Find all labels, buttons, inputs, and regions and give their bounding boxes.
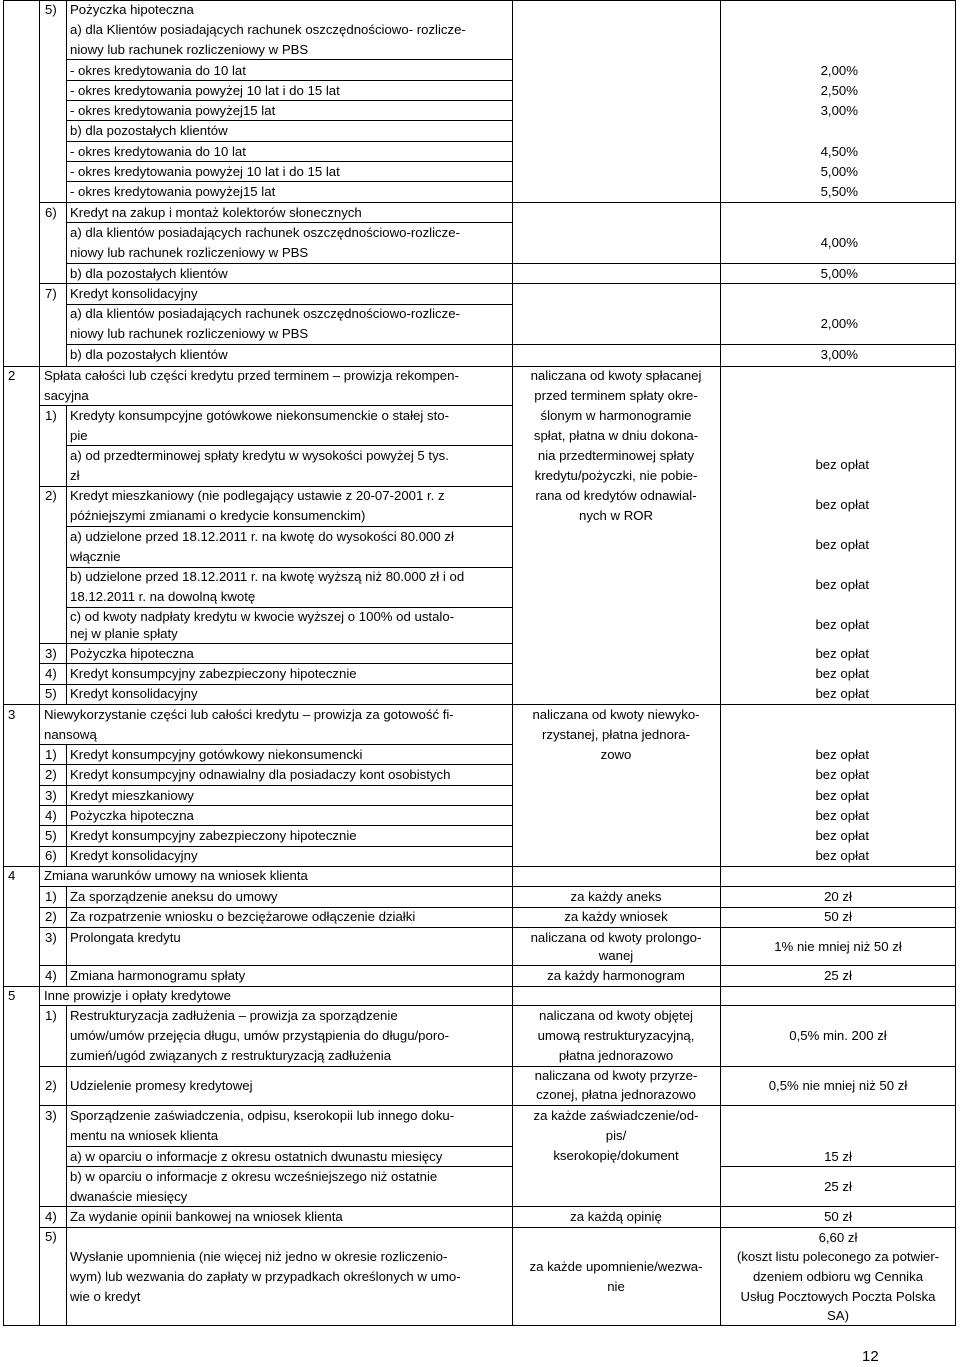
fee-value: Usług Pocztowych Poczta Polska — [740, 1289, 936, 1304]
item-title: Kredyt konsolidacyjny — [70, 286, 198, 301]
subitem-label: zł — [70, 468, 80, 483]
item-number: 4) — [45, 666, 57, 681]
fee-value: 50 zł — [824, 909, 852, 924]
section-title: Spłata całości lub części kredytu przed terminem – prowizja rekompen- — [44, 368, 459, 383]
item-number: 2) — [45, 488, 57, 503]
item-title: Kredyt konsumpcyjny zabezpieczony hipotecznie — [70, 828, 357, 843]
rate-value: 3,00% — [820, 347, 858, 362]
item-title: Kredyt konsolidacyjny — [70, 848, 198, 863]
fee-basis: za każde zaświadczenie/od- — [533, 1108, 699, 1123]
section-number: 4 — [8, 868, 16, 883]
fee-basis: naliczana od kwoty objętej — [539, 1008, 693, 1023]
rate-row-label: - okres kredytowania powyżej15 lat — [70, 184, 276, 199]
item-title: Zmiana harmonogramu spłaty — [70, 968, 246, 983]
item-title: zumień/ugód związanych z restrukturyzacją zadłużenia — [70, 1048, 392, 1063]
item-number: 4) — [45, 1209, 57, 1224]
fee-value: (koszt listu poleconego za potwier- — [736, 1249, 940, 1264]
item-title: Kredyt konsumpcyjny gotówkowy niekonsumencki — [70, 747, 363, 762]
subitem-label: a) dla klientów posiadających rachunek oszczędnościowo-rozlicze- — [70, 306, 460, 321]
fee-value: bez opłat — [815, 646, 869, 661]
subitem-label: c) od kwoty nadpłaty kredytu w kwocie wyższej o 100% od ustalo- — [70, 609, 455, 624]
item-number: 1) — [45, 889, 57, 904]
subitem-label: włącznie — [70, 549, 121, 564]
rate-row-label: - okres kredytowania do 10 lat — [70, 144, 246, 159]
fee-basis: kserokopię/dokument — [553, 1148, 679, 1163]
item-title: Pożyczka hipoteczna — [70, 2, 194, 17]
fee-basis: naliczana od kwoty niewyko- — [532, 707, 700, 722]
item-title: pie — [70, 428, 88, 443]
fee-value: bez opłat — [815, 497, 869, 512]
section-title: Niewykorzystanie części lub całości kredytu – prowizja za gotowość fi- — [44, 707, 454, 722]
fee-value: dzeniem odbioru wg Cennika — [752, 1269, 924, 1284]
page-number: 12 — [862, 1348, 879, 1365]
item-number: 3) — [45, 788, 57, 803]
fee-basis: nych w ROR — [578, 508, 653, 523]
section-title: Inne prowizje i opłaty kredytowe — [44, 988, 231, 1003]
item-title: Restrukturyzacja zadłużenia – prowizja za sporządzenie — [70, 1008, 398, 1023]
item-title: Pożyczka hipoteczna — [70, 646, 194, 661]
rate-row-label: - okres kredytowania powyżej15 lat — [70, 103, 276, 118]
subitem-label: b) dla pozostałych klientów — [70, 123, 228, 138]
fee-basis: wanej — [598, 948, 634, 963]
fee-basis: naliczana od kwoty spłacanej — [530, 368, 702, 383]
subitem-label: niowy lub rachunek rozliczeniowy w PBS — [70, 326, 309, 341]
section-title: Zmiana warunków umowy na wniosek klienta — [44, 868, 308, 883]
rate-row-label: - okres kredytowania powyżej 10 lat i do 15 lat — [70, 83, 340, 98]
item-number: 1) — [45, 408, 57, 423]
fee-basis: naliczana od kwoty prolongo- — [530, 930, 702, 945]
item-number: 6) — [45, 848, 57, 863]
item-title: Wysłanie upomnienia (nie więcej niż jedno w okresie rozliczenio- — [70, 1249, 448, 1264]
item-number: 5) — [45, 2, 57, 17]
item-number: 2) — [45, 767, 57, 782]
fee-value: bez opłat — [815, 686, 869, 701]
rate-value: 5,00% — [820, 266, 858, 281]
item-title: wie o kredyt — [70, 1289, 141, 1304]
fee-basis: zowo — [600, 747, 632, 762]
fee-value: bez opłat — [815, 617, 869, 632]
item-title: Za sporządzenie aneksu do umowy — [70, 889, 278, 904]
fee-basis: pis/ — [605, 1128, 627, 1143]
fee-value: 25 zł — [824, 968, 852, 983]
fee-basis: nia przedterminowej spłaty — [537, 448, 695, 463]
section-number: 5 — [8, 988, 16, 1003]
row-line — [39, 1066, 956, 1067]
item-title: Sporządzenie zaświadczenia, odpisu, kserokopii lub innego doku- — [70, 1108, 455, 1123]
item-title: Kredyt konsolidacyjny — [70, 686, 198, 701]
fee-value: SA) — [827, 1308, 849, 1323]
item-title: Kredyt mieszkaniowy — [70, 788, 194, 803]
rate-row-label: - okres kredytowania do 10 lat — [70, 63, 246, 78]
fee-value: bez opłat — [815, 457, 869, 472]
subitem-label: b) w oparciu o informacje z okresu wcześniejszego niż ostatnie — [70, 1169, 438, 1184]
fee-value: bez opłat — [815, 808, 869, 823]
item-number: 1) — [45, 1008, 57, 1023]
fee-basis: spłat, płatna w dniu dokona- — [533, 428, 699, 443]
column-divider-basis — [512, 0, 513, 366]
fee-value: bez opłat — [815, 747, 869, 762]
subitem-label: niowy lub rachunek rozliczeniowy w PBS — [70, 245, 309, 260]
section-number: 2 — [8, 368, 16, 383]
fee-value: 1% nie mniej niż 50 zł — [774, 939, 902, 954]
fee-value: bez opłat — [815, 537, 869, 552]
subitem-label: a) dla Klientów posiadających rachunek oszczędnościowo- rozlicze- — [70, 22, 466, 37]
item-title: Kredyt mieszkaniowy (nie podlegający ustawie z 20-07-2001 r. z — [70, 488, 445, 503]
fee-basis: naliczana od kwoty przyrze- — [534, 1068, 698, 1083]
item-title: Kredyt konsumpcyjny zabezpieczony hipotecznie — [70, 666, 357, 681]
subitem-label: a) od przedterminowej spłaty kredytu w wysokości powyżej 5 tys. — [70, 448, 449, 463]
fee-basis: płatna jednorazowo — [558, 1048, 674, 1063]
item-title: Kredyt na zakup i montaż kolektorów słonecznych — [70, 205, 362, 220]
item-number: 6) — [45, 205, 57, 220]
item-number: 5) — [45, 828, 57, 843]
item-number: 5) — [45, 1229, 57, 1244]
item-number: 1) — [45, 747, 57, 762]
item-title: mentu na wniosek klienta — [70, 1128, 219, 1143]
fee-value: 20 zł — [824, 889, 852, 904]
rate-value: 2,50% — [820, 83, 858, 98]
fee-basis: umową restrukturyzacyjną, — [537, 1028, 695, 1043]
fee-basis: ślonym w harmonogramie — [540, 408, 692, 423]
rate-row-label: - okres kredytowania powyżej 10 lat i do 15 lat — [70, 164, 340, 179]
fee-value: 50 zł — [824, 1209, 852, 1224]
item-title: Za rozpatrzenie wniosku o bezciężarowe odłączenie działki — [70, 909, 416, 924]
section-number: 3 — [8, 707, 16, 722]
fee-basis: rana od kredytów odnawial- — [535, 488, 697, 503]
fee-value: 15 zł — [824, 1149, 852, 1164]
item-number: 4) — [45, 808, 57, 823]
item-title: Za wydanie opinii bankowej na wniosek klienta — [70, 1209, 343, 1224]
subitem-label: nej w planie spłaty — [70, 626, 178, 641]
fee-basis: za każdy aneks — [570, 889, 662, 904]
rate-value: 5,50% — [820, 184, 858, 199]
rate-value: 5,00% — [820, 164, 858, 179]
column-divider-value — [720, 0, 721, 1326]
item-number: 5) — [45, 686, 57, 701]
item-title: Kredyty konsumpcyjne gotówkowe niekonsumenckie o stałej sto- — [70, 408, 449, 423]
fee-value: 25 zł — [824, 1179, 852, 1194]
item-number: 3) — [45, 1108, 57, 1123]
fee-value: 6,60 zł — [818, 1230, 858, 1245]
fee-basis: przed terminem spłaty okre- — [534, 388, 698, 403]
subitem-label: b) udzielone przed 18.12.2011 r. na kwotę wyższą niż 80.000 zł i od — [70, 569, 465, 584]
subitem-label: dwanaście miesięcy — [70, 1189, 188, 1204]
item-title: Prolongata kredytu — [70, 930, 181, 945]
subitem-label: a) udzielone przed 18.12.2011 r. na kwotę do wysokości 80.000 zł — [70, 529, 454, 544]
item-number: 4) — [45, 968, 57, 983]
fee-value: bez opłat — [815, 848, 869, 863]
fee-basis: za każdą opinię — [570, 1209, 662, 1224]
rate-value: 3,00% — [820, 103, 858, 118]
section-title: nansową — [44, 727, 97, 742]
subitem-label: b) dla pozostałych klientów — [70, 347, 228, 362]
column-divider-item — [66, 0, 67, 366]
fee-value: 0,5% min. 200 zł — [789, 1028, 887, 1043]
subitem-label: niowy lub rachunek rozliczeniowy w PBS — [70, 42, 309, 57]
item-title: umów/umów przejęcia długu, umów przystąpienia do długu/poro- — [70, 1028, 449, 1043]
subitem-label: a) dla klientów posiadających rachunek oszczędnościowo-rozlicze- — [70, 225, 460, 240]
fee-basis: rzystanej, płatna jednora- — [541, 727, 691, 742]
fee-value: bez opłat — [815, 828, 869, 843]
item-number: 3) — [45, 646, 57, 661]
rate-value: 4,00% — [820, 235, 858, 250]
item-number: 2) — [45, 1078, 57, 1093]
subitem-label: 18.12.2011 r. na dowolną kwotę — [70, 589, 256, 604]
item-title: późniejszymi zmianami o kredycie konsumenckim) — [70, 508, 366, 523]
fee-value: bez opłat — [815, 767, 869, 782]
fee-basis: czonej, płatna jednorazowo — [536, 1087, 696, 1102]
fee-basis: kredytu/pożyczki, nie pobie- — [534, 468, 698, 483]
fee-value: bez opłat — [815, 666, 869, 681]
item-number: 7) — [45, 286, 57, 301]
fee-basis: nie — [607, 1279, 625, 1294]
subitem-label: a) w oparciu o informacje z okresu ostatnich dwunastu miesięcy — [70, 1149, 443, 1164]
item-number: 3) — [45, 930, 57, 945]
section-title: sacyjna — [44, 388, 89, 403]
subitem-label: b) dla pozostałych klientów — [70, 266, 228, 281]
fee-basis: za każdy harmonogram — [547, 968, 685, 983]
item-title: Kredyt konsumpcyjny odnawialny dla posiadaczy kont osobistych — [70, 767, 451, 782]
fee-value: 0,5% nie mniej niż 50 zł — [768, 1078, 908, 1093]
rate-value: 2,00% — [820, 316, 858, 331]
fee-value: bez opłat — [815, 788, 869, 803]
item-title: wym) lub wezwania do zapłaty w przypadkach określonych w umo- — [70, 1269, 461, 1284]
item-number: 2) — [45, 909, 57, 924]
column-divider-item — [66, 486, 67, 704]
fee-basis: za każdy wniosek — [564, 909, 668, 924]
item-title: Udzielenie promesy kredytowej — [70, 1078, 253, 1093]
fee-value: bez opłat — [815, 577, 869, 592]
rate-value: 2,00% — [820, 63, 858, 78]
item-title: Pożyczka hipoteczna — [70, 808, 194, 823]
fee-basis: za każde upomnienie/wezwa- — [529, 1259, 703, 1274]
rate-value: 4,50% — [820, 144, 858, 159]
column-divider-item — [66, 886, 67, 986]
